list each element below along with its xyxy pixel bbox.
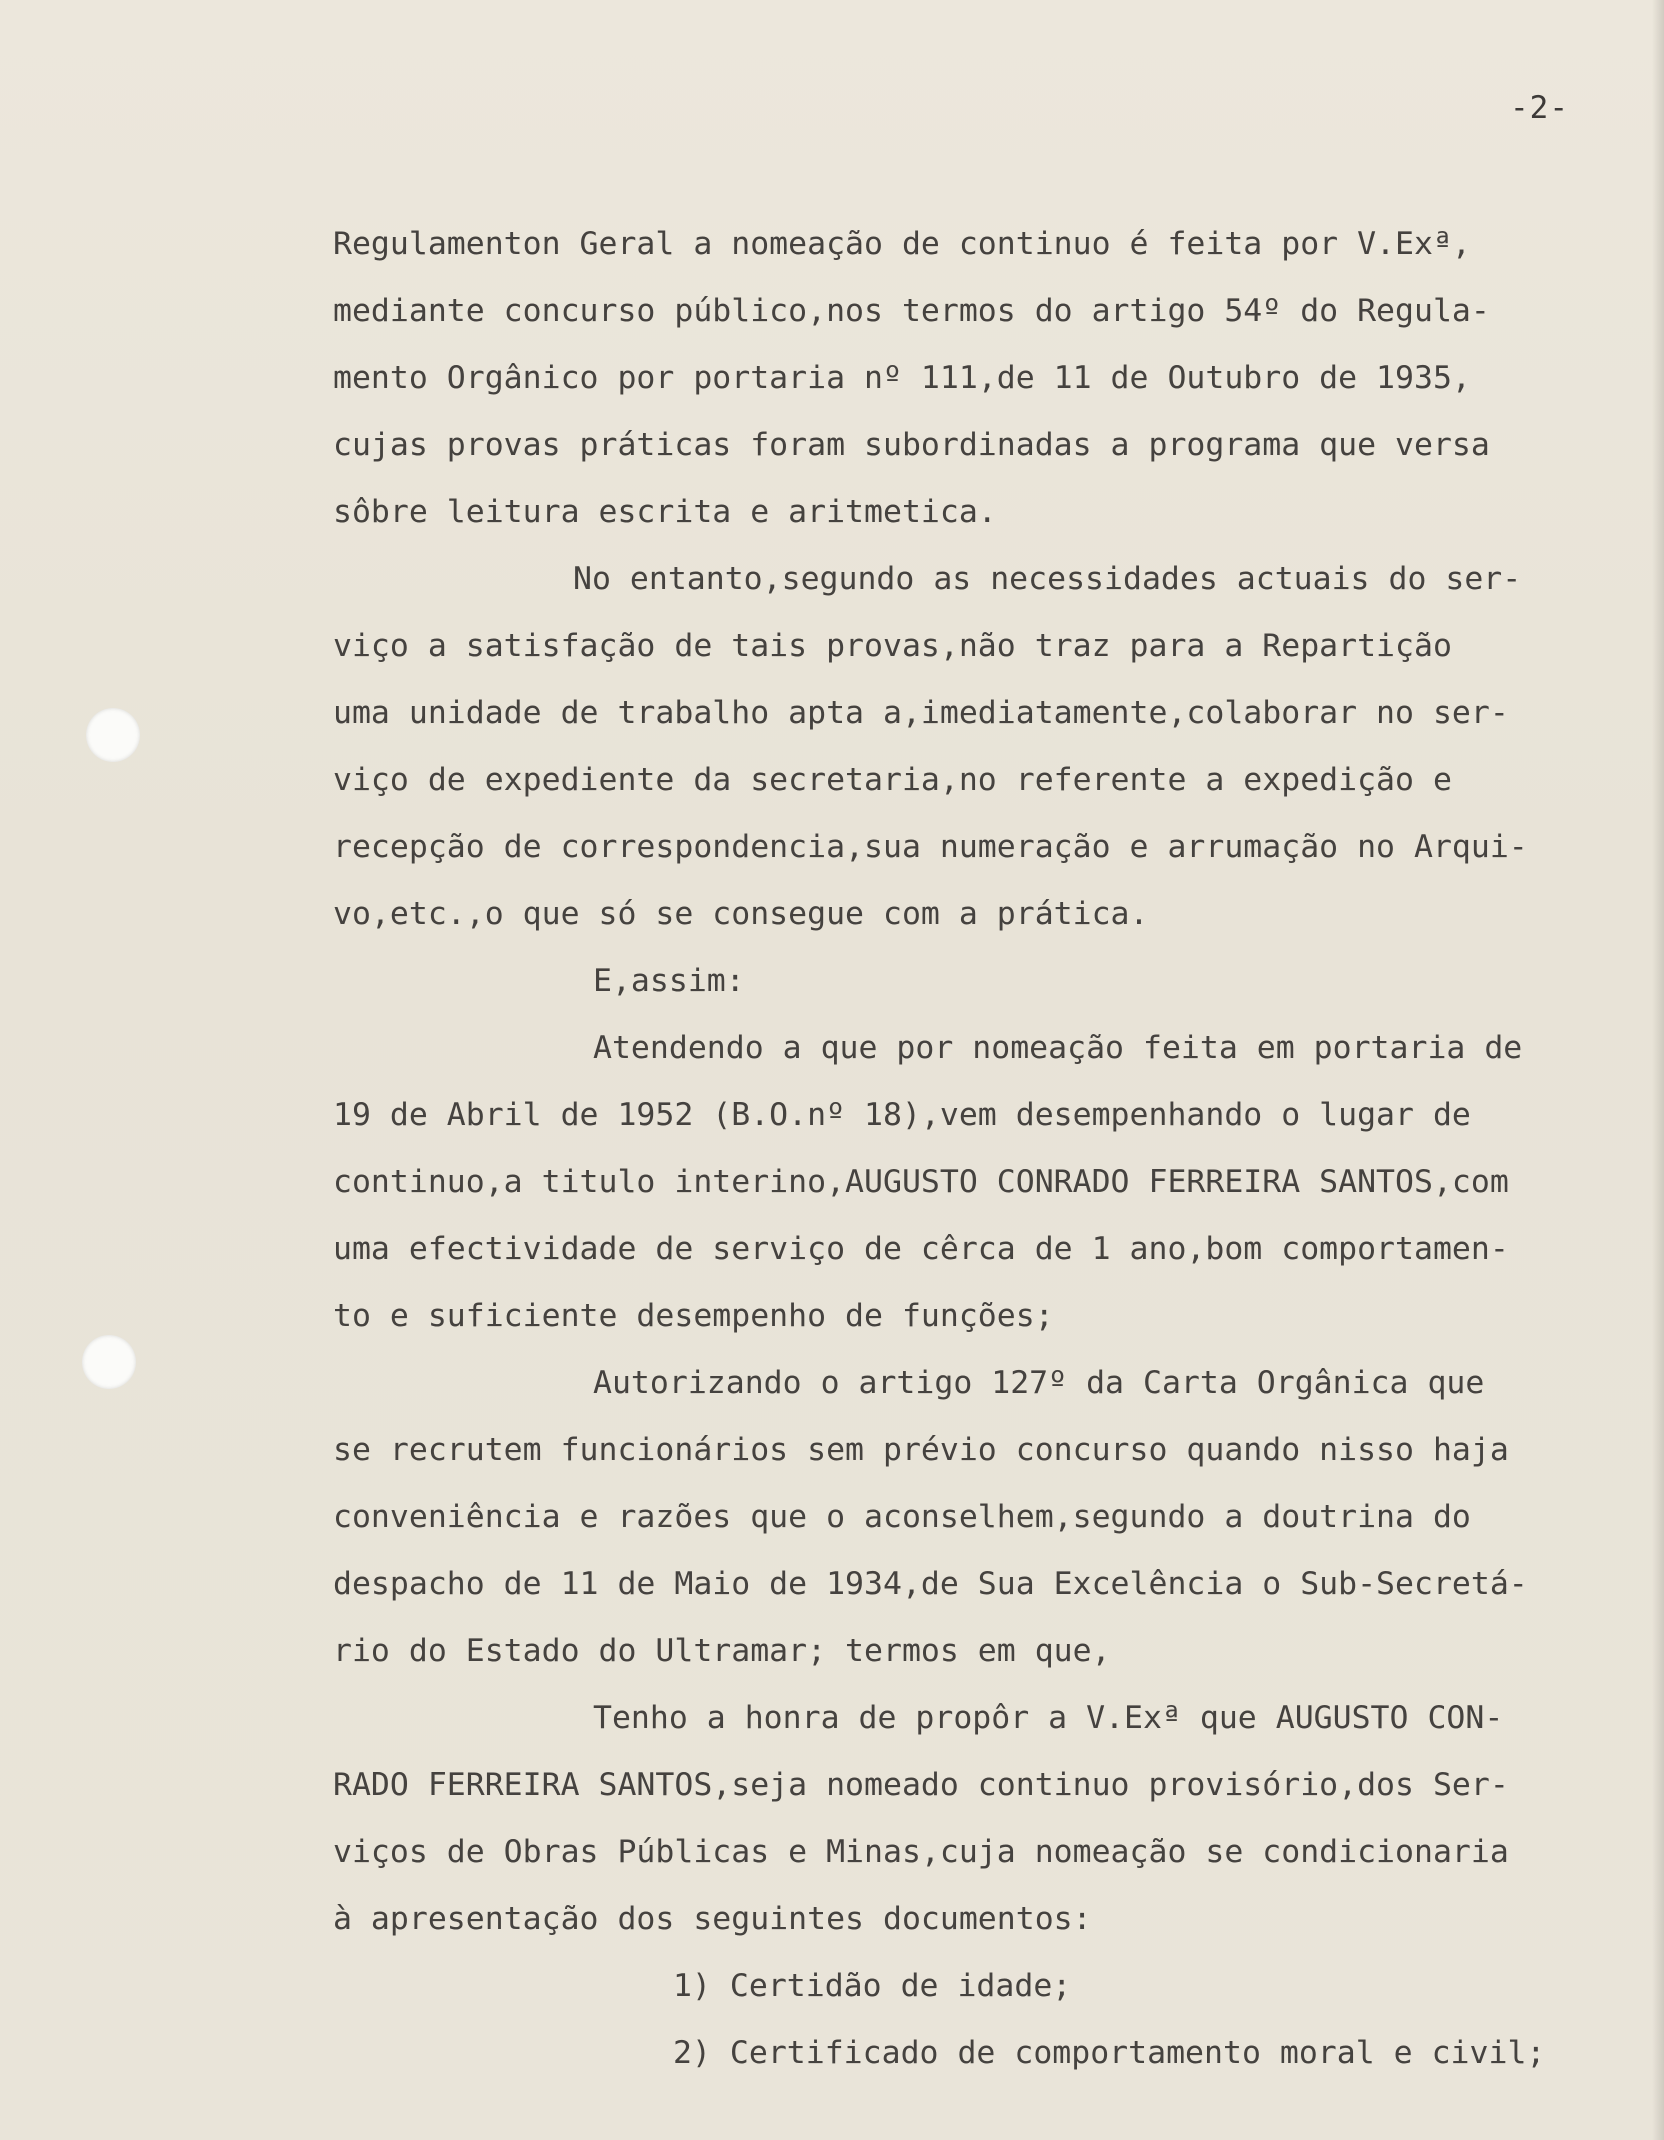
- text-line: rio do Estado do Ultramar; termos em que,: [333, 1633, 1111, 1669]
- text-line: uma unidade de trabalho apta a,imediatamente,colaborar no ser-: [333, 695, 1509, 731]
- page-edge: [1652, 0, 1664, 2140]
- text-line: sôbre leitura escrita e aritmetica.: [333, 494, 997, 530]
- text-line: 19 de Abril de 1952 (B.O.nº 18),vem desempenhando o lugar de: [333, 1097, 1471, 1133]
- text-line: viço a satisfação de tais provas,não traz para a Repartição: [333, 628, 1452, 664]
- text-line: à apresentação dos seguintes documentos:: [333, 1901, 1092, 1937]
- paragraph-start-line: No entanto,segundo as necessidades actuais do ser-: [573, 561, 1522, 597]
- text-line: RADO FERREIRA SANTOS,seja nomeado continuo provisório,dos Ser-: [333, 1767, 1509, 1803]
- list-item-line: 2) Certificado de comportamento moral e civil;: [673, 2035, 1546, 2071]
- paragraph-start-line: Autorizando o artigo 127º da Carta Orgânica que: [593, 1365, 1485, 1401]
- text-line: recepção de correspondencia,sua numeração e arrumação no Arqui-: [333, 829, 1528, 865]
- text-line: cujas provas práticas foram subordinadas a programa que versa: [333, 427, 1490, 463]
- text-line: se recrutem funcionários sem prévio concurso quando nisso haja: [333, 1432, 1509, 1468]
- text-line: mediante concurso público,nos termos do artigo 54º do Regula-: [333, 293, 1490, 329]
- text-line: to e suficiente desempenho de funções;: [333, 1298, 1054, 1334]
- typed-letter-body: [333, 211, 1623, 2087]
- punch-hole: [86, 708, 140, 762]
- text-line: continuo,a titulo interino,AUGUSTO CONRADO FERREIRA SANTOS,com: [333, 1164, 1509, 1200]
- paragraph-start-line: Tenho a honra de propôr a V.Exª que AUGUSTO CON-: [593, 1700, 1504, 1736]
- text-line: Regulamenton Geral a nomeação de continuo é feita por V.Exª,: [333, 226, 1471, 262]
- text-line: mento Orgânico por portaria nº 111,de 11 de Outubro de 1935,: [333, 360, 1471, 396]
- text-line: despacho de 11 de Maio de 1934,de Sua Excelência o Sub-Secretá-: [333, 1566, 1528, 1602]
- punch-hole: [82, 1335, 136, 1389]
- text-line: uma efectividade de serviço de cêrca de 1 ano,bom comportamen-: [333, 1231, 1509, 1267]
- paragraph-start-line: E,assim:: [593, 963, 745, 999]
- page-number: -2-: [1510, 90, 1569, 126]
- text-line: vo,etc.,o que só se consegue com a prática.: [333, 896, 1149, 932]
- text-line: viço de expediente da secretaria,no referente a expedição e: [333, 762, 1452, 798]
- text-line: viços de Obras Públicas e Minas,cuja nomeação se condicionaria: [333, 1834, 1509, 1870]
- text-line: conveniência e razões que o aconselhem,segundo a doutrina do: [333, 1499, 1471, 1535]
- list-item-line: 1) Certidão de idade;: [673, 1968, 1072, 2004]
- paragraph-start-line: Atendendo a que por nomeação feita em portaria de: [593, 1030, 1523, 1066]
